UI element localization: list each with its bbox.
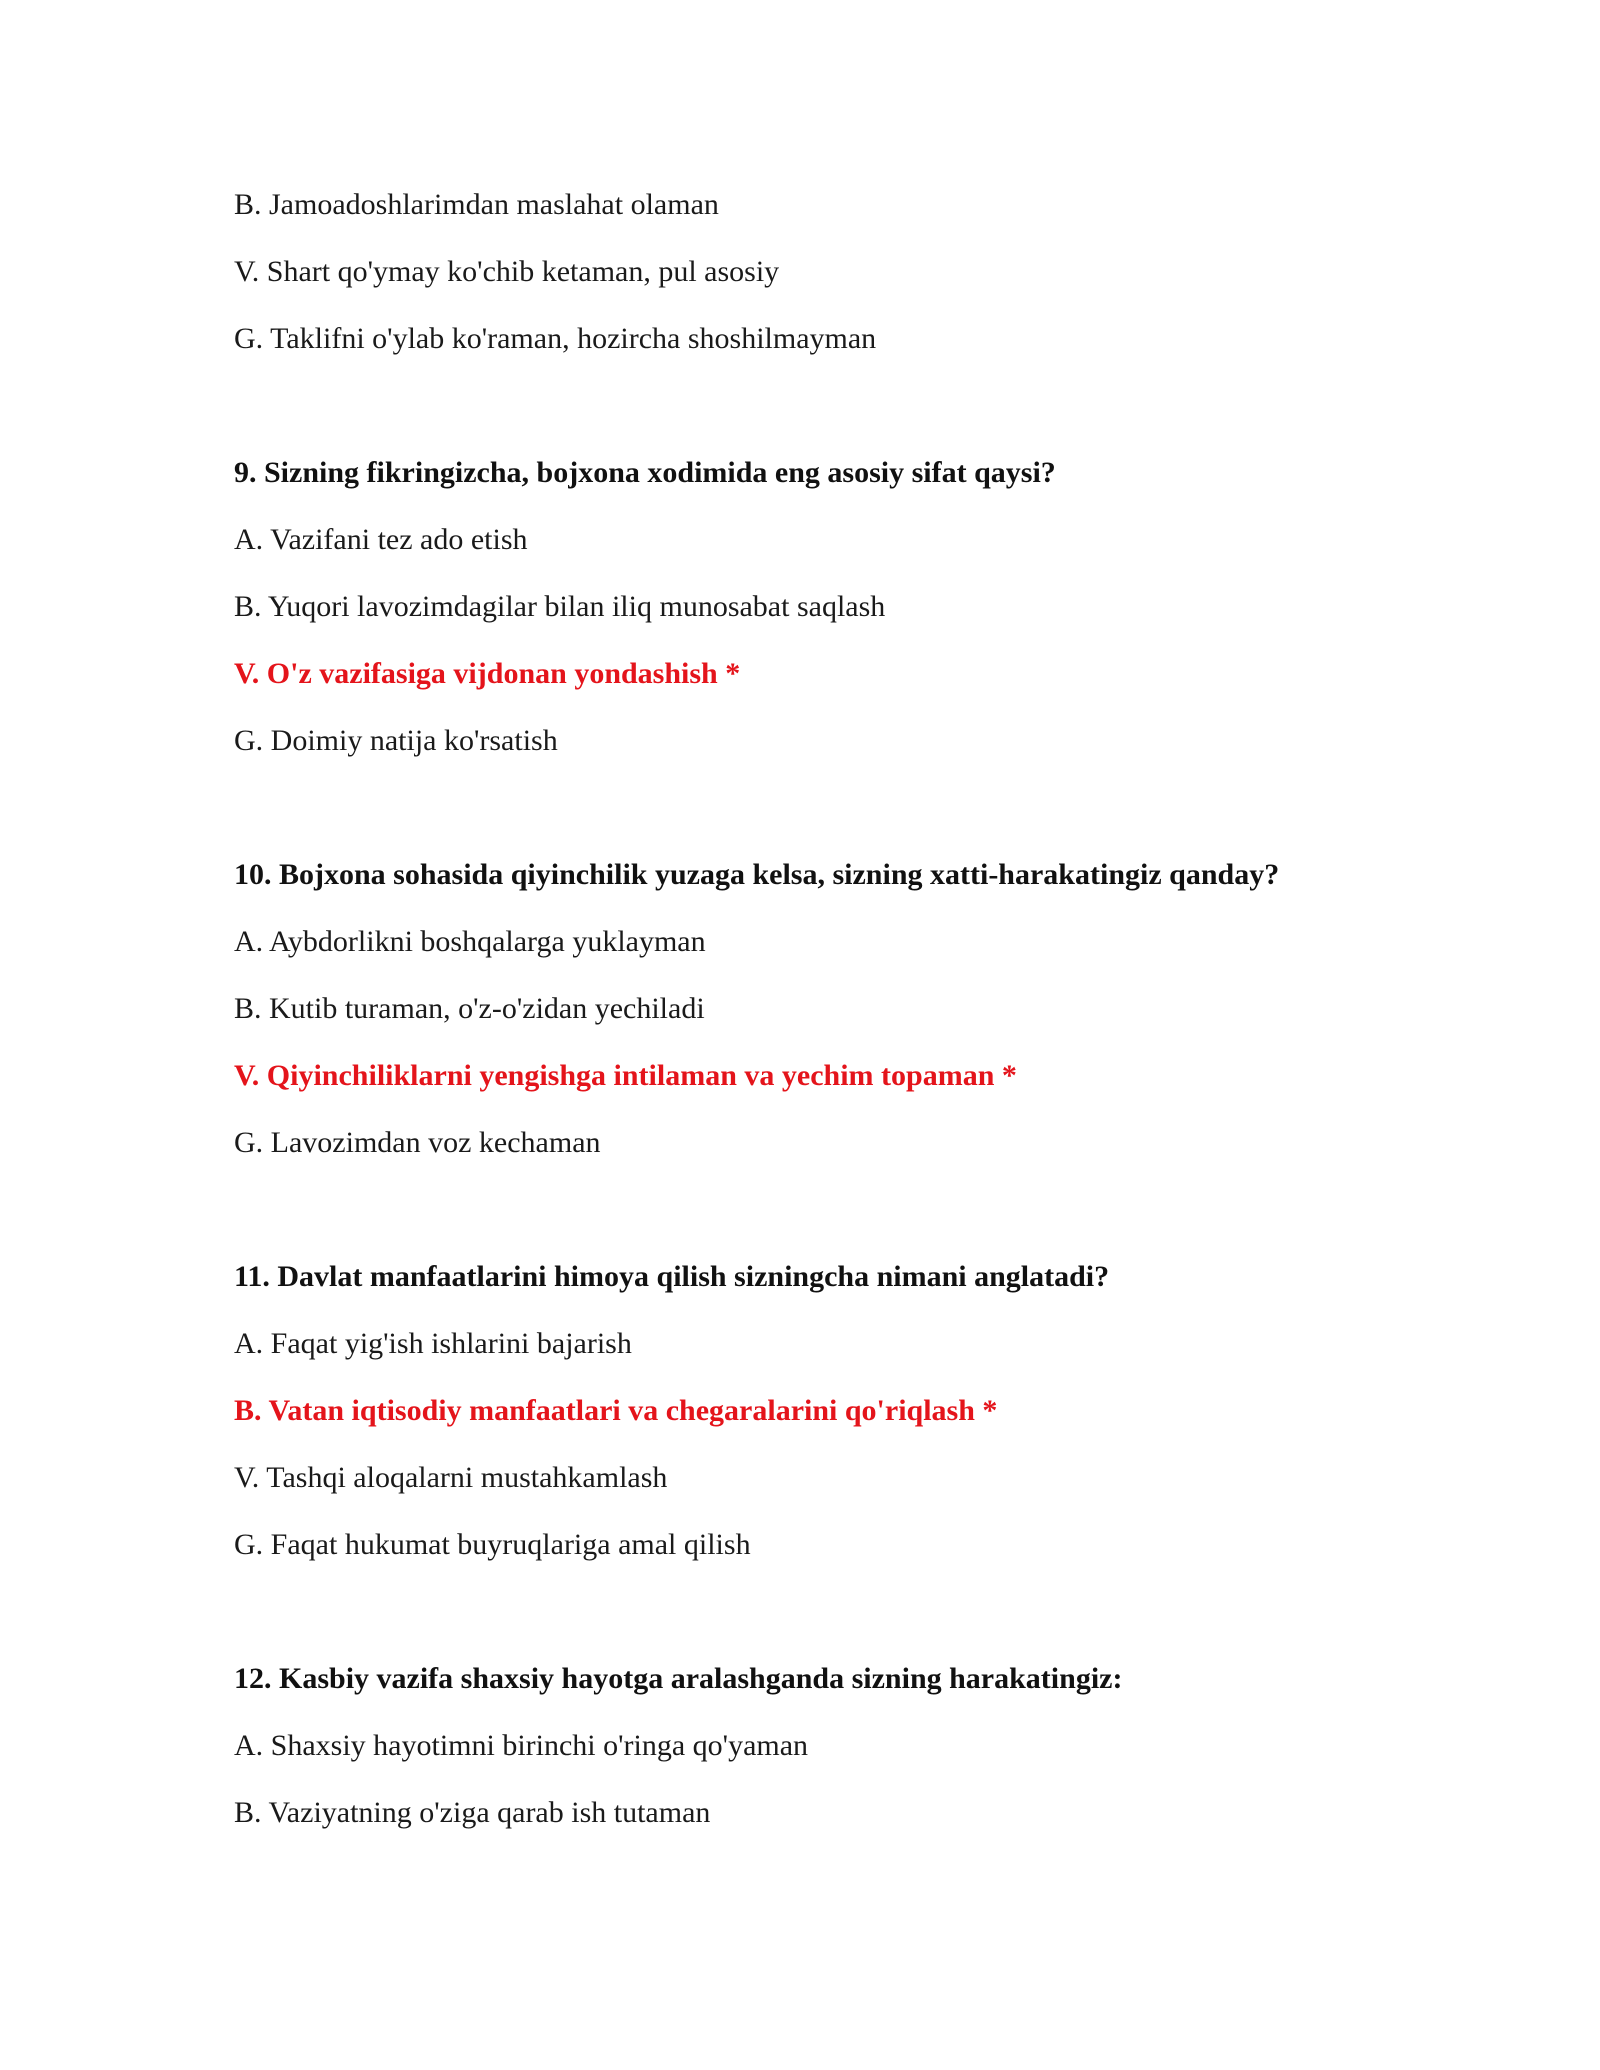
option-line: A. Faqat yig'ish ishlarini bajarish [234, 1327, 632, 1360]
option-line: B. Jamoadoshlarimdan maslahat olaman [234, 188, 719, 221]
option-line: G. Doimiy natija ko'rsatish [234, 724, 558, 757]
option-line: G. Taklifni o'ylab ko'raman, hozircha shoshilmayman [234, 322, 877, 355]
option-line: B. Vaziyatning o'ziga qarab ish tutaman [234, 1796, 711, 1829]
option-line: G. Lavozimdan voz kechaman [234, 1126, 601, 1159]
question-heading: 11. Davlat manfaatlarini himoya qilish sizningcha nimani anglatadi? [234, 1260, 1110, 1293]
option-line: B. Kutib turaman, o'z-o'zidan yechiladi [234, 992, 705, 1025]
correct-answer-line: V. O'z vazifasiga vijdonan yondashish * [234, 657, 741, 690]
option-line: G. Faqat hukumat buyruqlariga amal qilish [234, 1528, 751, 1561]
question-heading: 9. Sizning fikringizcha, bojxona xodimida eng asosiy sifat qaysi? [234, 456, 1056, 489]
option-line: A. Shaxsiy hayotimni birinchi o'ringa qo'yaman [234, 1729, 809, 1762]
option-line: V. Shart qo'ymay ko'chib ketaman, pul asosiy [234, 255, 780, 288]
question-heading: 10. Bojxona sohasida qiyinchilik yuzaga kelsa, sizning xatti-harakatingiz qanday? [234, 858, 1280, 891]
option-line: V. Tashqi aloqalarni mustahkamlash [234, 1461, 668, 1494]
option-line: A. Aybdorlikni boshqalarga yuklayman [234, 925, 706, 958]
correct-answer-line: V. Qiyinchiliklarni yengishga intilaman va yechim topaman * [234, 1059, 1017, 1092]
option-line: B. Yuqori lavozimdagilar bilan iliq munosabat saqlash [234, 590, 886, 623]
option-line: A. Vazifani tez ado etish [234, 523, 528, 556]
question-heading: 12. Kasbiy vazifa shaxsiy hayotga aralashganda sizning harakatingiz: [234, 1662, 1123, 1695]
correct-answer-line: B. Vatan iqtisodiy manfaatlari va chegaralarini qo'riqlash * [234, 1394, 998, 1427]
